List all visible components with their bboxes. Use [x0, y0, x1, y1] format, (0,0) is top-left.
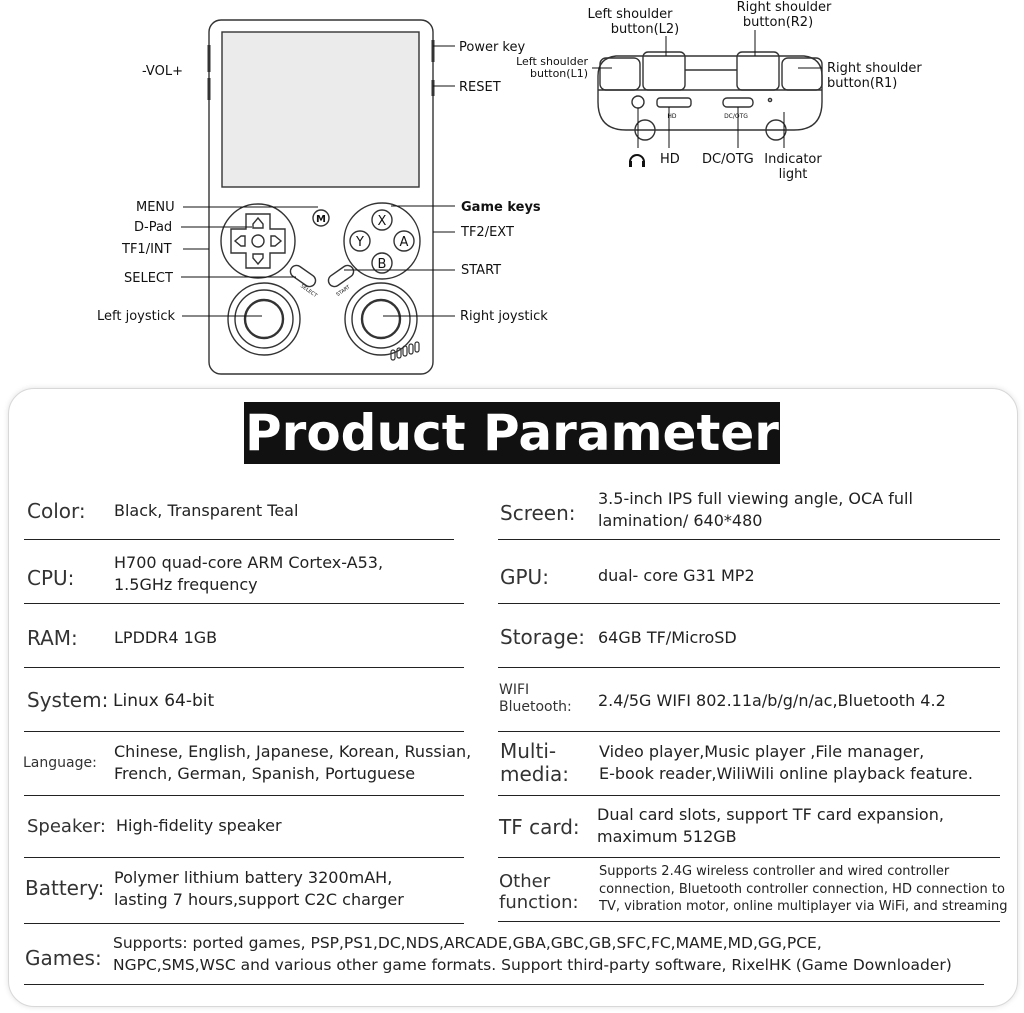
key-x-mark: X: [377, 214, 387, 229]
start-button: [326, 263, 356, 289]
param-key-ram: RAM:: [27, 626, 78, 650]
headphone-jack: [632, 96, 644, 108]
label-r2: Right shoulder button(R2): [736, 0, 832, 30]
param-key-games: Games:: [25, 946, 102, 970]
dpad-down-arrow: [253, 254, 263, 264]
param-value-speaker: High-fidelity speaker: [116, 816, 282, 835]
param-value-multimedia: Video player,Music player ,File manager, E-book reader,WiliWili online playback feature.: [599, 742, 973, 783]
divider: [498, 667, 1000, 668]
label-indicator: Indicator light: [764, 152, 822, 182]
param-value-color: Black, Transparent Teal: [114, 501, 299, 520]
divider: [498, 603, 1000, 604]
label-l2: Left shoulder button(L2): [587, 7, 680, 37]
param-value-cpu: H700 quad-core ARM Cortex-A53, 1.5GHz frequency: [114, 553, 384, 594]
param-key-language: Language:: [23, 755, 97, 771]
device-top-view: [592, 30, 822, 148]
label-menu: MENU: [136, 200, 175, 215]
menu-button-mark: M: [316, 214, 326, 225]
label-dc-otg: DC/OTG: [702, 152, 754, 167]
param-key-color: Color:: [27, 499, 86, 523]
divider: [24, 795, 464, 796]
headphone-icon: [630, 155, 644, 166]
param-value-tf-card: Dual card slots, support TF card expansion, maximum 512GB: [597, 805, 944, 846]
label-game-keys: Game keys: [461, 200, 541, 215]
l2-button: [643, 52, 685, 90]
right-joystick: [345, 283, 417, 355]
param-key-battery: Battery:: [25, 876, 105, 900]
dpad-left-arrow: [235, 236, 245, 246]
param-key-speaker: Speaker:: [27, 816, 106, 837]
dpad-cross: [231, 214, 285, 268]
left-joystick: [228, 283, 300, 355]
key-b-mark: B: [377, 257, 387, 272]
param-key-multimedia: Multi- media:: [500, 739, 570, 786]
param-key-system: System:: [27, 688, 109, 712]
label-reset: RESET: [459, 80, 501, 95]
param-value-system: Linux 64-bit: [113, 691, 215, 711]
param-key-wifi-bluetooth: WIFI Bluetooth:: [499, 682, 572, 715]
param-value-battery: Polymer lithium battery 3200mAH, lasting 7 hours,support C2C charger: [114, 868, 404, 909]
param-value-other-function: Supports 2.4G wireless controller and wired controller connection, Bluetooth controller connection, HD connection to TV, vibration motor, online multiplayer via WiFi, and streaming: [599, 864, 1008, 914]
divider: [24, 857, 464, 858]
divider: [498, 921, 1000, 922]
dpad-up-arrow: [253, 218, 263, 228]
indicator-light: [768, 98, 771, 101]
label-power-key: Power key: [459, 40, 526, 55]
param-value-storage: 64GB TF/MicroSD: [598, 628, 737, 647]
l1-button: [600, 58, 640, 90]
label-right-joystick: Right joystick: [460, 309, 548, 324]
key-y-mark: Y: [356, 235, 364, 250]
divider: [498, 539, 1000, 540]
label-tf2: TF2/EXT: [461, 225, 514, 240]
param-key-tf-card: TF card:: [499, 815, 580, 839]
device-screen: [222, 32, 419, 187]
label-left-joystick: Left joystick: [97, 309, 176, 324]
start-print: START: [335, 284, 352, 299]
param-key-cpu: CPU:: [27, 566, 75, 590]
r1-button: [782, 58, 822, 90]
param-key-gpu: GPU:: [500, 565, 549, 589]
r2-button: [737, 52, 779, 90]
label-start: START: [461, 263, 502, 278]
divider: [24, 539, 454, 540]
label-vol: -VOL+: [142, 64, 183, 79]
hd-port: [657, 98, 691, 107]
label-r1: Right shoulder button(R1): [827, 61, 922, 91]
label-l1: Left shoulder button(L1): [516, 55, 588, 80]
divider: [498, 857, 1000, 858]
port-dc-print: DC/OTG: [724, 113, 748, 120]
key-a-mark: A: [399, 235, 409, 250]
label-hd: HD: [660, 152, 680, 167]
param-value-screen: 3.5-inch IPS full viewing angle, OCA full lamination/ 640*480: [598, 489, 913, 530]
param-key-storage: Storage:: [500, 625, 585, 649]
label-select: SELECT: [124, 271, 173, 286]
dpad-right-arrow: [271, 236, 281, 246]
param-value-games: Supports: ported games, PSP,PS1,DC,NDS,ARCADE,GBA,GBC,GB,SFC,FC,MAME,MD,GG,PCE, NGPC,SMS,WSC and various other game formats. Support third-party software, RixelHK (Game Downloader): [113, 934, 952, 974]
divider: [498, 795, 1000, 796]
param-value-ram: LPDDR4 1GB: [114, 628, 218, 647]
param-value-gpu: dual- core G31 MP2: [598, 566, 755, 585]
divider: [24, 603, 464, 604]
divider: [24, 667, 464, 668]
divider: [24, 984, 984, 985]
param-value-language: Chinese, English, Japanese, Korean, Russian, French, German, Spanish, Portuguese: [114, 742, 472, 783]
divider: [24, 731, 464, 732]
param-key-other-function: Other function:: [499, 871, 579, 913]
param-key-screen: Screen:: [500, 501, 576, 525]
label-dpad: D-Pad: [134, 220, 173, 235]
param-value-wifi-bluetooth: 2.4/5G WIFI 802.11a/b/g/n/ac,Bluetooth 4.2: [598, 691, 946, 710]
dpad-ring: [221, 204, 295, 278]
select-print: SELECT: [299, 283, 319, 300]
divider: [498, 731, 1000, 732]
page-title: Product Parameter: [245, 404, 779, 462]
divider: [24, 923, 464, 924]
label-tf1: TF1/INT: [122, 242, 172, 257]
port-hd-print: HD: [667, 113, 677, 120]
dc-otg-port: [723, 98, 753, 107]
